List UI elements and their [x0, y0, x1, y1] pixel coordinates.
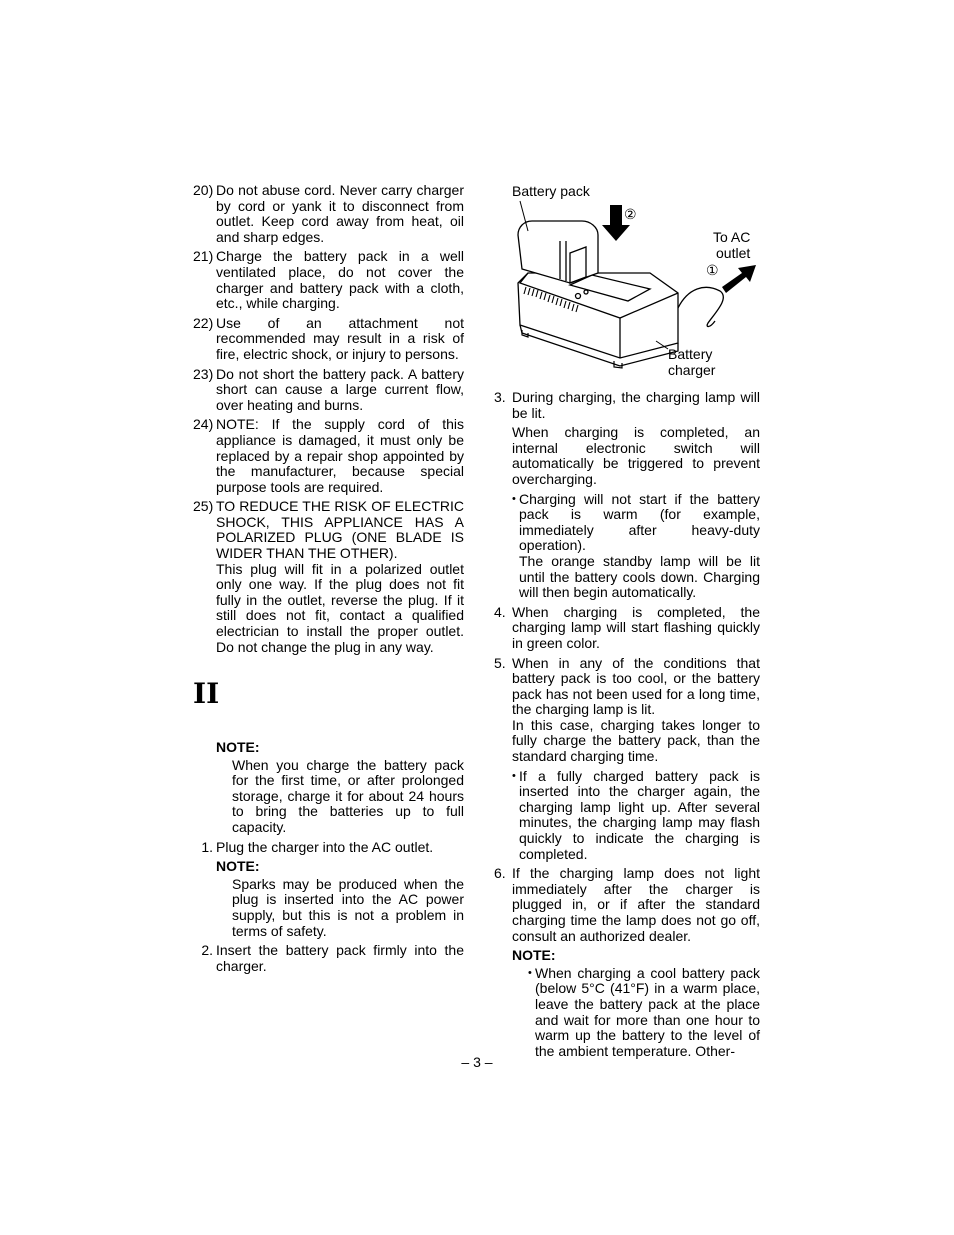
item-text: Do not short the battery pack. A battery short can cause a large current flow, over heating and burns. — [216, 365, 464, 413]
charger-body — [518, 273, 678, 358]
note-first-charge — [216, 740, 464, 836]
plug-in-arrow — [722, 265, 756, 293]
safety-item-25 — [193, 499, 464, 655]
step-text: Insert the battery pack firmly into the charger. — [216, 942, 464, 974]
item-extra-text: This plug will fit in a polarized outlet only one way. If the plug does not fit fully in the outlet, reverse the plug. If it still does not fit, contact a qualified electrician to install the proper outlet. Do not change the plug in any way. — [216, 560, 464, 655]
vent-slots — [524, 287, 578, 312]
left-column — [193, 183, 464, 659]
item-text: Charge the battery pack in a well ventilated place, do not cover the charger and battery pack with a cloth, etc., while charging. — [216, 248, 464, 312]
step-4 — [494, 605, 760, 652]
step-text-block — [512, 656, 760, 765]
item-number: 20) — [193, 182, 214, 198]
charger-top-edge — [520, 273, 678, 318]
note-bullet — [528, 966, 760, 1060]
bullet-extra-text: The orange standby lamp will be lit until the battery cools down. Charging will then begin automatically. — [519, 552, 760, 601]
marker-2: ② — [624, 206, 637, 222]
item-text-block — [216, 499, 464, 655]
bullet-dot: • — [528, 966, 532, 979]
note-cool-battery — [512, 948, 760, 1059]
power-cord — [678, 287, 723, 326]
bullet-text: If a fully charged battery pack is inserted into the charger again, the charging lamp light up. After several minutes, the charging lamp may flash quickly to indicate the charging is completed. — [519, 767, 760, 862]
battery-pack-shape — [518, 221, 598, 283]
to-ac-label-line1: To AC — [713, 229, 751, 245]
safety-item-22 — [193, 316, 464, 363]
step-number: 6. — [494, 865, 506, 882]
note-text: When you charge the battery pack for the first time, or after prolonged storage, charge it for about 24 hours to bring the batteries up to full capacity. — [232, 756, 464, 835]
item-text: Use of an attachment not recommended may result in a risk of fire, electric shock, or injury to persons. — [216, 314, 464, 362]
step-text: During charging, the charging lamp will be lit. — [512, 389, 760, 421]
step-5 — [494, 656, 760, 765]
item-number: 23) — [193, 365, 214, 382]
standby-lamp — [584, 290, 588, 294]
step-6 — [494, 866, 760, 944]
step-2 — [193, 943, 464, 974]
note-title: NOTE: — [216, 858, 260, 875]
battery-charger-label-line1: Battery — [668, 346, 713, 362]
battery-charger-label-line2: charger — [668, 362, 716, 378]
item-text: NOTE: If the supply cord of this appliance is damaged, it must only be replaced by a repair shop appointed by the manufacturer, because special purpose tools are required. — [216, 416, 464, 495]
item-number: 22) — [193, 314, 214, 331]
bullet-text: When charging a cool battery pack (below 5°C (41°F) in a warm place, leave the battery pack at the place and wait for more than one hour to warm up the battery to the level of the ambient temperature. Other- — [535, 964, 760, 1059]
step-paragraph: In this case, charging takes longer to fully charge the battery pack, than the standard charging time. — [512, 716, 760, 765]
to-ac-label-line2: outlet — [716, 245, 751, 261]
step-number: 3. — [494, 389, 506, 405]
note-sparks — [216, 859, 464, 939]
item-number: 25) — [193, 498, 214, 515]
item-text: TO REDUCE THE RISK OF ELECTRIC SHOCK, THIS APPLIANCE HAS A POLARIZED PLUG (ONE BLADE IS WIDER THAN THE OTHER). — [216, 498, 464, 562]
charger-illustration — [510, 183, 760, 383]
step-3-paragraph: When charging is completed, an internal electronic switch will automatically be triggered to prevent overcharging. — [512, 424, 760, 487]
charging-section — [193, 738, 464, 978]
item-number: 24) — [193, 416, 214, 433]
step-text: When in any of the conditions that battery pack is too cool, or the battery pack has not been used for a long time, the charging lamp is lit. — [512, 654, 760, 718]
note-title: NOTE: — [512, 947, 556, 964]
step-text: Plug the charger into the AC outlet. — [216, 838, 434, 855]
bullet-text-block — [519, 492, 760, 601]
section-heading-mark: II — [193, 677, 220, 710]
step-number: 2. — [201, 942, 213, 959]
note-text: Sparks may be produced when the plug is inserted into the AC power supply, but this is not a problem in terms of safety. — [232, 875, 464, 939]
marker-1: ① — [706, 262, 719, 278]
right-column — [494, 390, 760, 1063]
safety-item-24 — [193, 417, 464, 495]
item-number: 21) — [193, 248, 214, 265]
charger-base-edge — [520, 325, 678, 366]
item-text: Do not abuse cord. Never carry charger by cord or yank it to disconnect from outlet. Keep cord away from heat, oil and sharp edges. — [216, 182, 464, 245]
charging-lamp — [576, 294, 581, 299]
step-1 — [193, 840, 464, 856]
safety-item-21 — [193, 249, 464, 311]
bullet-dot: • — [512, 769, 516, 782]
step-text: When charging is completed, the charging lamp will start flashing quickly in green color. — [512, 603, 760, 651]
step-number: 1. — [201, 838, 213, 855]
bullet-text: Charging will not start if the battery pack is warm (for example, immediately after heavy-duty operation). — [519, 490, 760, 554]
note-title: NOTE: — [216, 739, 260, 755]
step-number: 5. — [494, 654, 506, 671]
step-3 — [494, 390, 760, 421]
bullet-dot: • — [512, 492, 516, 505]
battery-pack-label: Battery pack — [512, 183, 590, 199]
step-text: If the charging lamp does not light immediately after the charger is plugged in, or if after the standard charging time the lamp does not go off, consult an authorized dealer. — [512, 865, 760, 944]
step-number: 4. — [494, 603, 506, 620]
safety-item-20 — [193, 183, 464, 245]
step-3-bullet — [512, 492, 760, 601]
step-5-bullet — [512, 769, 760, 863]
safety-item-23 — [193, 367, 464, 414]
page-number: – 3 – — [461, 1054, 493, 1070]
